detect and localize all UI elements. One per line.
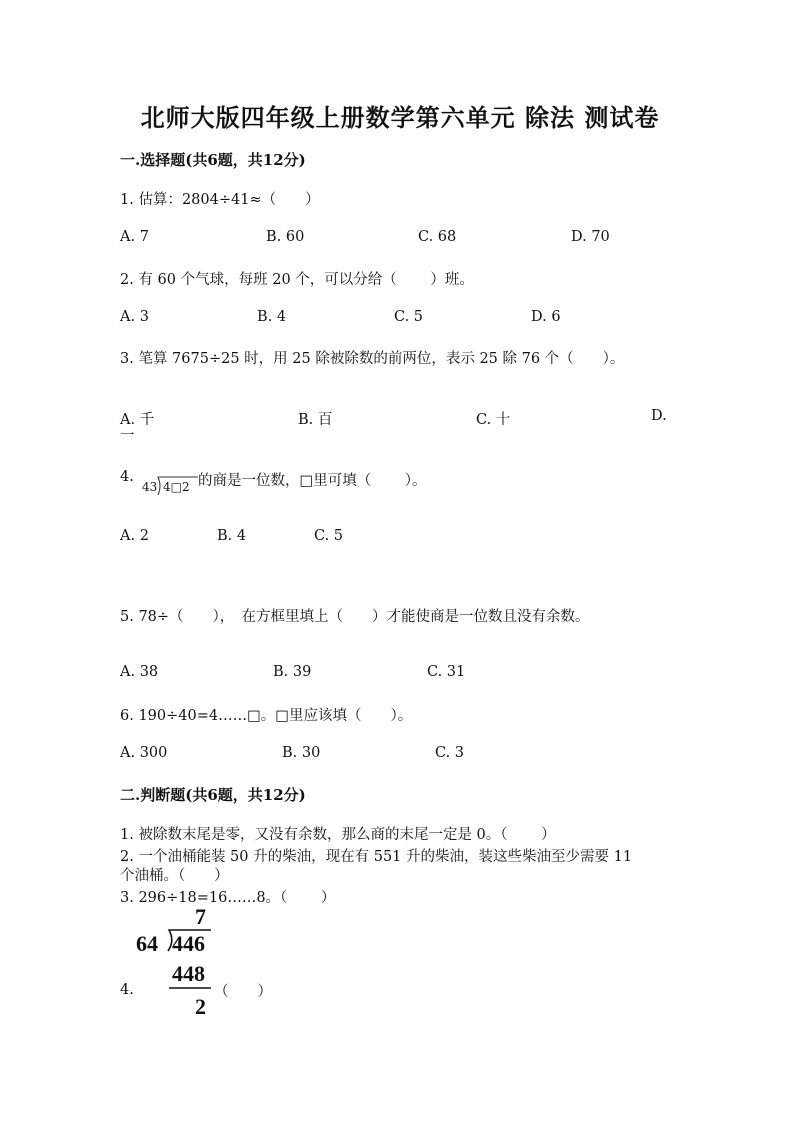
q3-option-a[interactable]: A. 千 bbox=[120, 412, 155, 428]
q1-option-c[interactable]: C. 68 bbox=[418, 229, 457, 245]
q3-option-d-wrap: 一 bbox=[120, 428, 135, 444]
q1-option-d[interactable]: D. 70 bbox=[571, 229, 610, 245]
q4-option-a[interactable]: A. 2 bbox=[120, 528, 149, 544]
page-title: 北师大版四年级上册数学第六单元 除法 测试卷 bbox=[140, 103, 660, 132]
q6-option-b[interactable]: B. 30 bbox=[282, 745, 321, 761]
q4-number: 4. bbox=[120, 469, 134, 485]
q5-text: 5. 78÷（ ）， 在方框里填上（ ）才能使商是一位数且没有余数。 bbox=[120, 609, 590, 625]
q2-option-a[interactable]: A. 3 bbox=[120, 309, 149, 325]
j4-divisor: 64 bbox=[136, 931, 158, 956]
j4-dividend: 446 bbox=[172, 931, 205, 956]
q6-text: 6. 190÷40=4……□。□里应该填（ ）。 bbox=[120, 708, 413, 724]
judge-1: 1. 被除数末尾是零，又没有余数，那么商的末尾一定是 0。（ ） bbox=[120, 827, 556, 843]
q2-option-b[interactable]: B. 4 bbox=[257, 309, 287, 325]
q3-text: 3. 笔算 7675÷25 时，用 25 除被除数的前两位，表示 25 除 76 个（ ）。 bbox=[120, 351, 625, 367]
q2-text: 2. 有 60 个气球，每班 20 个，可以分给（ ）班。 bbox=[120, 272, 474, 288]
q1-text: 1. 估算：2804÷41≈（ ） bbox=[120, 192, 320, 208]
q2-option-d[interactable]: D. 6 bbox=[531, 309, 561, 325]
section2-heading: 二.判断题(共6题，共12分) bbox=[120, 786, 306, 804]
j4-quotient: 7 bbox=[195, 904, 206, 929]
j4-remainder: 2 bbox=[195, 994, 206, 1019]
q6-option-c[interactable]: C. 3 bbox=[435, 745, 465, 761]
section1-heading: 一.选择题(共6题，共12分) bbox=[120, 151, 306, 169]
q5-option-b[interactable]: B. 39 bbox=[273, 664, 312, 680]
q3-option-b[interactable]: B. 百 bbox=[298, 412, 333, 428]
q4-division-figure bbox=[140, 468, 198, 498]
q2-option-c[interactable]: C. 5 bbox=[394, 309, 424, 325]
q3-option-d[interactable]: D. bbox=[651, 408, 667, 424]
judge-2-line2: 个油桶。（ ） bbox=[120, 868, 229, 884]
q1-option-b[interactable]: B. 60 bbox=[266, 229, 305, 245]
q4-divisor: 43 bbox=[142, 480, 158, 494]
q6-option-a[interactable]: A. 300 bbox=[120, 745, 168, 761]
q3-option-c[interactable]: C. 十 bbox=[476, 412, 511, 428]
judge-4-number: 4. bbox=[120, 982, 134, 998]
q4-dividend: 4□2 bbox=[163, 480, 190, 494]
judge-4-text: （ ） bbox=[214, 984, 272, 1000]
q4-text: 的商是一位数，□里可填（ ）。 bbox=[198, 473, 427, 489]
j4-division-figure bbox=[135, 906, 215, 1021]
q1-option-a[interactable]: A. 7 bbox=[120, 229, 149, 245]
judge-2-line1: 2. 一个油桶能装 50 升的柴油，现在有 551 升的柴油，装这些柴油至少需要 11 bbox=[120, 849, 633, 865]
j4-product: 448 bbox=[172, 961, 205, 986]
q4-option-b[interactable]: B. 4 bbox=[217, 528, 247, 544]
q5-option-a[interactable]: A. 38 bbox=[120, 664, 159, 680]
q4-option-c[interactable]: C. 5 bbox=[314, 528, 344, 544]
q5-option-c[interactable]: C. 31 bbox=[427, 664, 466, 680]
judge-3: 3. 296÷18=16……8。（ ） bbox=[120, 890, 336, 906]
